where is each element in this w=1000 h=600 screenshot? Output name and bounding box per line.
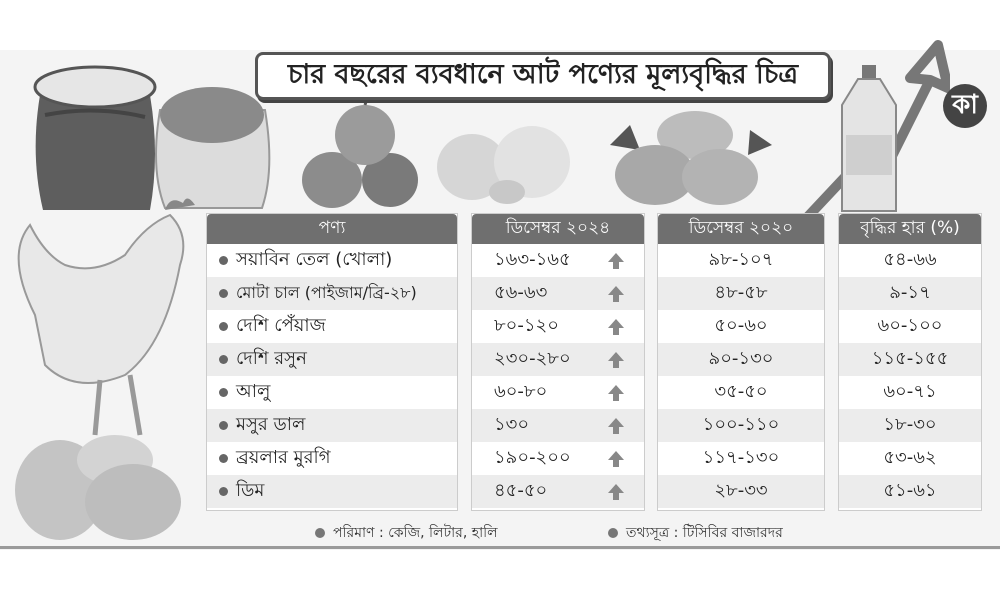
dec2020-header: ডিসেম্বর ২০২০ (658, 214, 824, 244)
price-2024: ১৯০-২০০ (494, 447, 571, 468)
table-row (207, 409, 457, 442)
price-2024: ৬০-৮০ (494, 381, 548, 402)
table-row (207, 244, 457, 277)
unit-note (315, 521, 498, 545)
price-2024: ১৩০ (494, 414, 530, 435)
table-row (839, 409, 981, 442)
table-row (472, 277, 644, 310)
table-row (472, 244, 644, 277)
bullet-icon (219, 487, 228, 496)
bullet-icon (608, 528, 618, 538)
growth-rate: ১৮-৩০ (883, 414, 937, 435)
product-header: পণ্য (207, 214, 457, 244)
table-row (839, 343, 981, 376)
table-row (472, 343, 644, 376)
source-text: তথ্যসূত্র : টিসিবির বাজারদর (626, 525, 783, 541)
up-arrow-icon (606, 284, 626, 304)
dec2024-header: ডিসেম্বর ২০২৪ (472, 214, 644, 244)
table-row (472, 310, 644, 343)
up-arrow-icon (606, 317, 626, 337)
bullet-icon (219, 355, 228, 364)
table-row (658, 310, 824, 343)
growth-rate: ১১৫-১৫৫ (871, 348, 949, 369)
rice-sack-illustration (25, 55, 165, 215)
price-2024: ৮০-১২০ (494, 315, 559, 336)
price-2024: ২৩০-২৮০ (494, 348, 571, 369)
up-arrow-icon (606, 350, 626, 370)
table-row (207, 376, 457, 409)
unit-text: পরিমাণ : কেজি, লিটার, হালি (333, 525, 498, 541)
bullet-icon (219, 388, 228, 397)
table-row (839, 475, 981, 508)
growth-rate: ৯-১৭ (889, 282, 931, 303)
bullet-icon (219, 421, 228, 430)
table-row (658, 244, 824, 277)
growth-rate: ৫৪-৬৬ (883, 249, 937, 270)
price-2020: ২৮-৩৩ (714, 480, 768, 501)
eggs-illustration (5, 430, 195, 540)
table-row (472, 376, 644, 409)
table-row (472, 442, 644, 475)
price-2024: ৫৬-৬৩ (494, 282, 548, 303)
table-row (658, 376, 824, 409)
table-row (658, 343, 824, 376)
price-2020: ৫০-৬০ (714, 315, 768, 336)
table-row (207, 310, 457, 343)
table-row (472, 409, 644, 442)
lentil-sack-illustration (150, 80, 275, 210)
garlic-illustration (432, 112, 577, 207)
product-name: মোটা চাল (পাইজাম/ব্রি-২৮) (236, 283, 417, 302)
table-row (658, 409, 824, 442)
table-row (839, 310, 981, 343)
dec2020-column (658, 214, 824, 510)
price-2020: ১১৭-১৩০ (702, 447, 780, 468)
up-arrow-icon (606, 251, 626, 271)
up-arrow-icon (606, 383, 626, 403)
bullet-icon (219, 289, 228, 298)
product-name: ডিম (236, 480, 265, 501)
price-2020: ১০০-১১০ (702, 414, 780, 435)
bullet-icon (315, 528, 325, 538)
table-row (839, 277, 981, 310)
page-title: চার বছরের ব্যবধানে আট পণ্যের মূল্যবৃদ্ধির চিত্র (255, 52, 831, 100)
oil-bottle-illustration (838, 65, 900, 215)
bullet-icon (219, 256, 228, 265)
up-arrow-icon (606, 416, 626, 436)
product-column (207, 214, 457, 510)
table-row (207, 442, 457, 475)
publication-logo: কা (943, 84, 987, 128)
product-name: দেশি পেঁয়াজ (236, 315, 326, 336)
product-name: ব্রয়লার মুরগি (236, 447, 331, 468)
product-name: সয়াবিন তেল (খোলা) (236, 249, 393, 270)
bullet-icon (219, 322, 228, 331)
up-arrow-icon (606, 449, 626, 469)
product-name: আলু (236, 381, 271, 402)
chicken-illustration (5, 195, 195, 445)
table-row (207, 343, 457, 376)
table-row (472, 475, 644, 508)
up-arrow-icon (606, 482, 626, 502)
divider (0, 546, 1000, 549)
price-2020: ৯৮-১০৭ (708, 249, 774, 270)
price-2024: ১৬৩-১৬৫ (494, 249, 571, 270)
table-row (658, 442, 824, 475)
growth-column (839, 214, 981, 510)
price-2020: ৩৫-৫০ (714, 381, 768, 402)
table-row (839, 442, 981, 475)
dec2024-column (472, 214, 644, 510)
table-row (658, 277, 824, 310)
price-2020: ৯০-১৩০ (708, 348, 774, 369)
growth-rate: ৫১-৬১ (883, 480, 937, 501)
table-row (658, 475, 824, 508)
price-2020: ৪৮-৫৮ (714, 282, 768, 303)
price-2024: ৪৫-৫০ (494, 480, 548, 501)
potato-illustration (600, 105, 775, 210)
product-name: মসুর ডাল (236, 414, 306, 435)
table-row (207, 475, 457, 508)
growth-rate: ৫৩-৬২ (883, 447, 937, 468)
growth-header: বৃদ্ধির হার (%) (839, 214, 981, 244)
source-note (608, 521, 783, 545)
bullet-icon (219, 454, 228, 463)
table-row (839, 376, 981, 409)
growth-rate: ৬০-৭১ (883, 381, 937, 402)
product-name: দেশি রসুন (236, 348, 307, 369)
growth-rate: ৬০-১০০ (877, 315, 943, 336)
table-row (207, 277, 457, 310)
table-row (839, 244, 981, 277)
onion-illustration (300, 95, 425, 215)
